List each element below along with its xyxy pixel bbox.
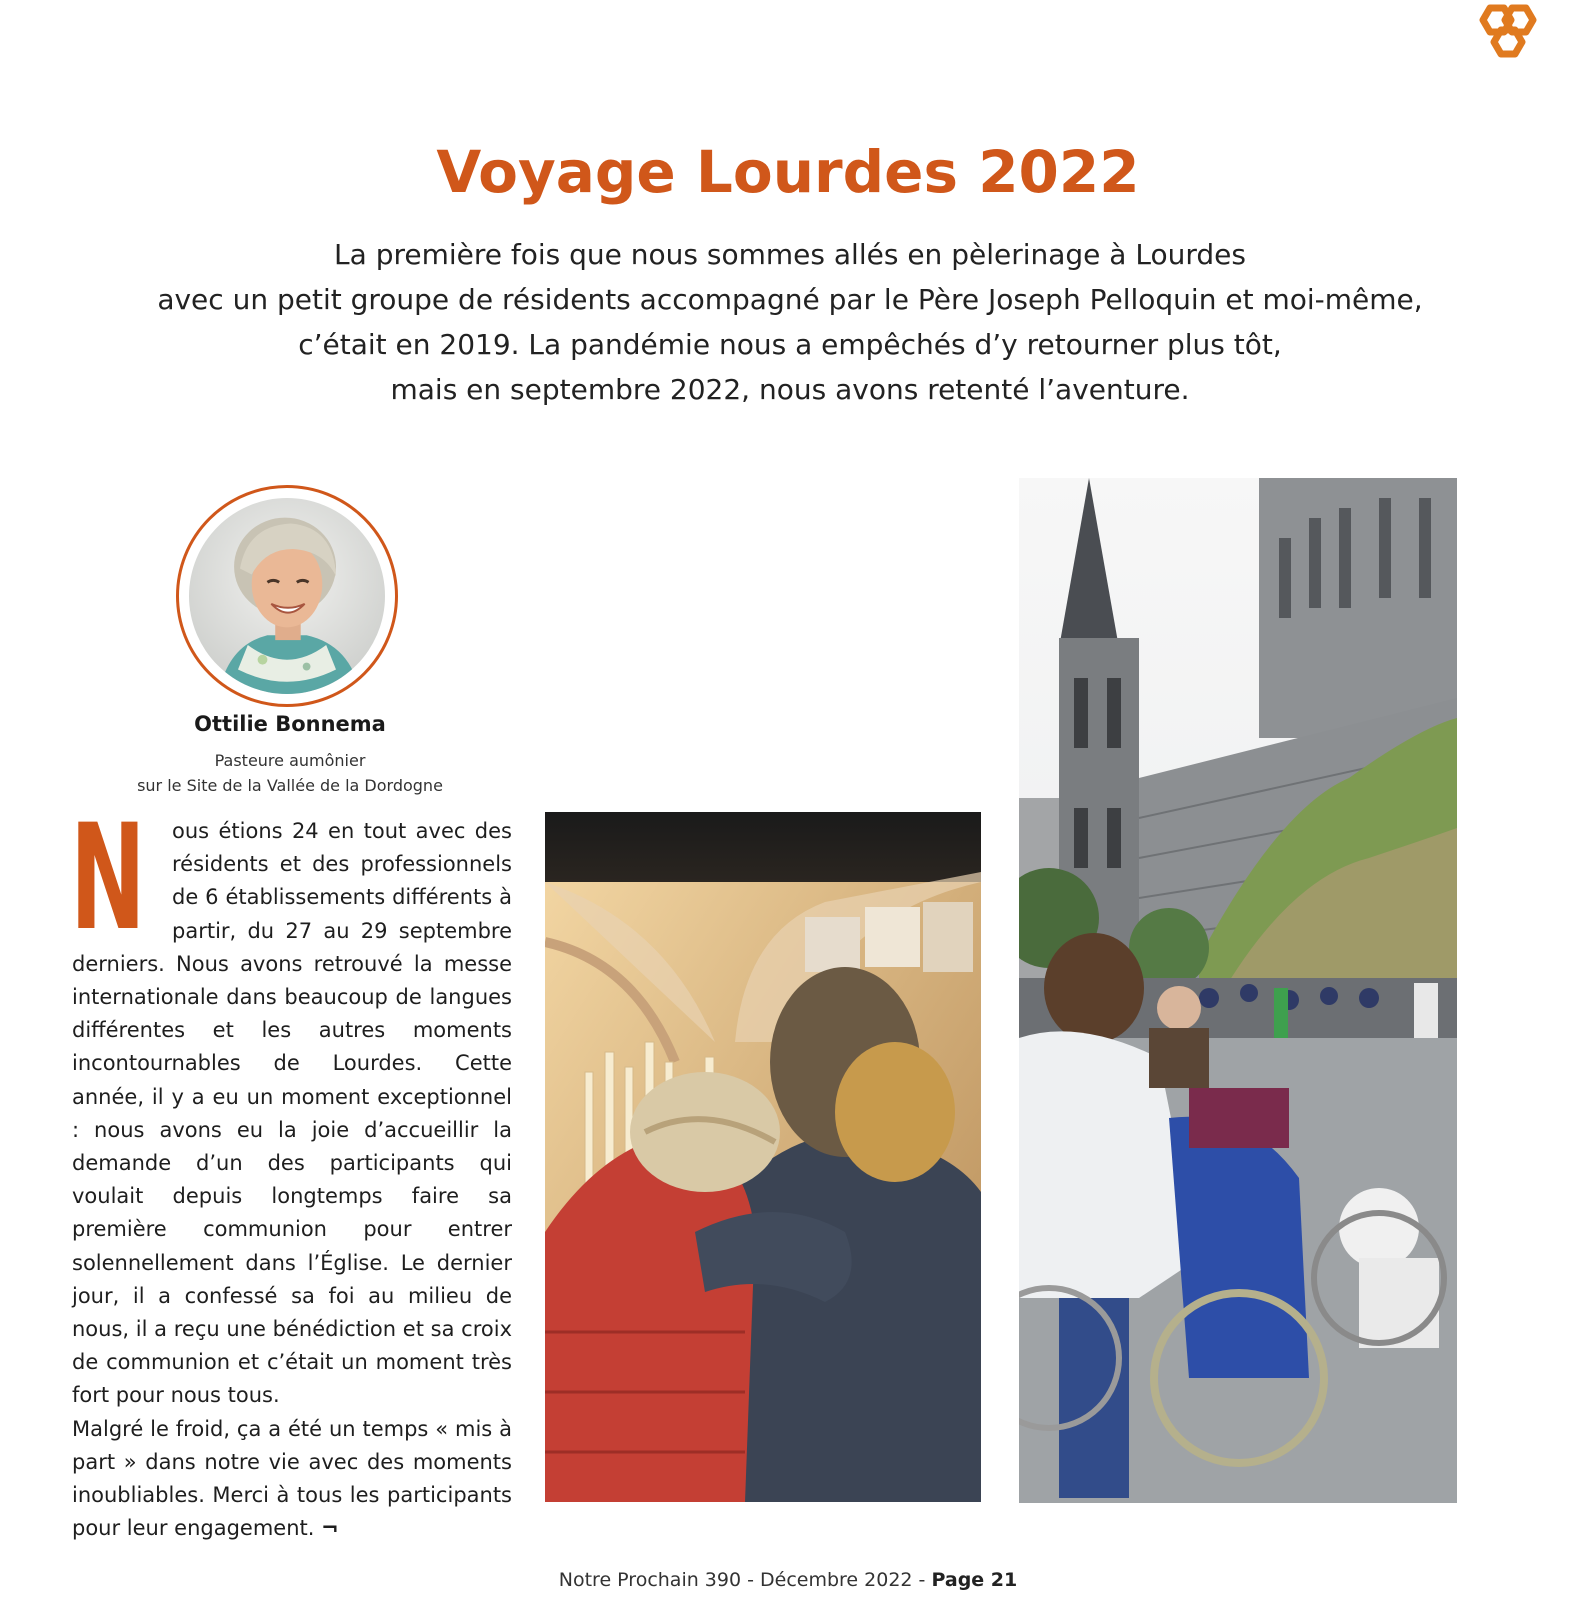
intro-line: c’était en 2019. La pandémie nous a empêchés d’y retourner plus tôt, bbox=[298, 328, 1282, 361]
author-portrait bbox=[176, 485, 398, 707]
intro-line: mais en septembre 2022, nous avons retenté l’aventure. bbox=[390, 373, 1190, 406]
footer-page-number: Page 21 bbox=[931, 1569, 1018, 1591]
page-footer bbox=[0, 1569, 1576, 1591]
body-paragraph bbox=[72, 1413, 512, 1546]
author-photo bbox=[189, 498, 385, 694]
author-role-line: sur le Site de la Vallée de la Dordogne bbox=[137, 776, 443, 795]
author-role bbox=[100, 748, 480, 798]
article-intro bbox=[140, 232, 1440, 412]
article-body bbox=[70, 793, 512, 1545]
author-name: Ottilie Bonnema bbox=[194, 712, 386, 736]
article-title: Voyage Lourdes 2022 bbox=[436, 138, 1140, 206]
intro-line: La première fois que nous sommes allés en pèlerinage à Lourdes bbox=[334, 238, 1246, 271]
body-paragraph-text: Malgré le froid, ça a été un temps « mis à part » dans notre vie avec des moments inoubliables. Merci à tous les participants pour leur engagement. bbox=[72, 1416, 512, 1541]
photo-basilica bbox=[1019, 478, 1457, 1503]
author-role-line: Pasteure aumônier bbox=[214, 751, 366, 770]
footer-publication: Notre Prochain 390 - Décembre 2022 - bbox=[558, 1569, 932, 1591]
body-paragraph: ous étions 24 en tout avec des résidents et des professionnels de 6 établissements différents à partir, du 27 au 29 septembre derniers. Nous avons retrouvé la messe internationale dans beaucoup de langues différentes et les autres moments incontournables de Lourdes. Cette année, il y a eu un moment exceptionnel : nous avons eu la joie d’accueillir la demande d’un des participants qui voulait depuis longtemps faire sa première communion pour entrer solennellement dans l’Église. Le dernier jour, il a confessé sa foi au milieu de nous, il a reçu une bénédiction et sa croix de communion et c’était un moment très fort pour nous tous. bbox=[72, 819, 512, 1408]
intro-line: avec un petit groupe de résidents accompagné par le Père Joseph Pelloquin et moi-même, bbox=[157, 283, 1423, 316]
drop-cap: N bbox=[70, 793, 146, 963]
end-mark: ¬ bbox=[321, 1516, 339, 1541]
photo-embrace bbox=[545, 812, 981, 1502]
hexagon-cluster-icon bbox=[1468, 4, 1544, 68]
